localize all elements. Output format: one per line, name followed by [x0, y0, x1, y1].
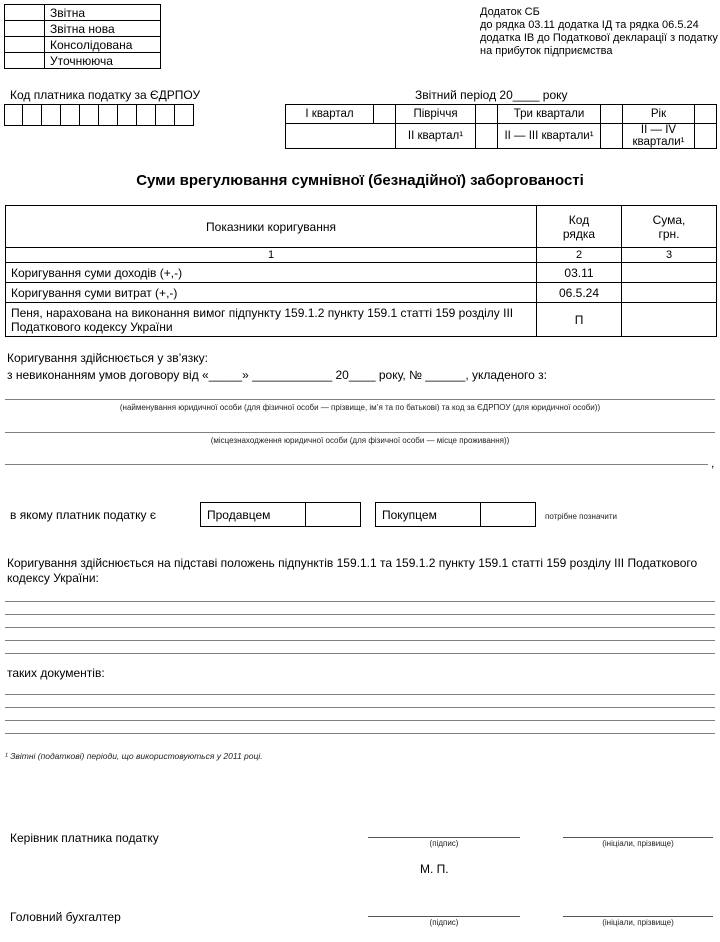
blank-writein-line[interactable] — [5, 721, 715, 734]
period-table — [285, 104, 717, 149]
signature-caption: (підпис) — [429, 918, 459, 927]
appendix-note-line: Додаток СБ — [480, 6, 540, 18]
edrpou-cell[interactable] — [175, 104, 194, 126]
report-type-label-utochnyuyucha: Уточнююча — [45, 53, 161, 69]
column-number: 3 — [622, 248, 717, 263]
seller-checkbox[interactable] — [306, 503, 361, 527]
report-type-table — [4, 4, 161, 69]
counterparty-name-line[interactable] — [5, 387, 715, 400]
table-row — [201, 503, 361, 527]
period-label: Звітний період 20____ року — [415, 88, 568, 102]
indicator-expense-adjustment: Коригування суми витрат (+,-) — [6, 283, 537, 303]
table-header-row — [6, 206, 717, 248]
blank-writein-line[interactable] — [5, 682, 715, 695]
table-row — [286, 105, 717, 124]
edrpou-cell[interactable] — [137, 104, 156, 126]
sum-field-penalty[interactable] — [622, 303, 717, 337]
report-type-checkbox-zvitna[interactable] — [5, 5, 45, 21]
edrpou-cell[interactable] — [99, 104, 118, 126]
contract-line: з невиконанням умов договору від «_____» ____________ 20____ року, № ______, укладеного з: — [7, 368, 547, 382]
blank-writein-line[interactable] — [5, 628, 715, 641]
period-checkbox-q2-q4[interactable] — [695, 124, 717, 149]
indicator-penalty: Пеня, нарахована на виконання вимог підпункту 159.1.2 пункту 159.1 статті 159 розділу ІІІ Податкового кодексу України — [6, 303, 537, 337]
counterparty-name-caption: (найменування юридичної особи (для фізичної особи — прізвище, ім’я та по батькові) та код за ЄДРПОУ (для юридичної особи)) — [119, 403, 601, 412]
blank-writein-line[interactable] — [5, 615, 715, 628]
name-caption: (ініціали, прізвище) — [602, 918, 674, 927]
director-signature-slot — [368, 826, 520, 848]
period-checkbox-year[interactable] — [695, 105, 717, 124]
seller-box — [200, 502, 361, 527]
period-checkbox-q2-q3[interactable] — [601, 124, 623, 149]
sum-field-income[interactable] — [622, 263, 717, 283]
report-type-label-konsolidovana: Консолідована — [45, 37, 161, 53]
period-label-q1: І квартал — [286, 105, 374, 124]
edrpou-cells — [4, 104, 194, 126]
period-checkbox-q1[interactable] — [374, 105, 396, 124]
table-row — [6, 263, 717, 283]
stamp-placeholder: М. П. — [420, 862, 449, 876]
table-row — [5, 53, 161, 69]
report-type-checkbox-konsolidovana[interactable] — [5, 37, 45, 53]
counterparty-address-line[interactable] — [5, 420, 715, 433]
accountant-name-line[interactable] — [563, 905, 713, 917]
edrpou-label: Код платника податку за ЄДРПОУ — [10, 88, 201, 102]
table-row — [5, 37, 161, 53]
column-header-code: Код рядка — [537, 206, 622, 248]
table-row — [5, 5, 161, 21]
extra-writein-line[interactable] — [5, 452, 708, 465]
buyer-checkbox[interactable] — [481, 503, 536, 527]
taxpayer-role-label: в якому платник податку є — [10, 508, 156, 522]
appendix-note-line: до рядка 03.11 додатка ІД та рядка 06.5.24 — [480, 19, 699, 31]
period-label-q2-q4: ІІ — ІV квартали¹ — [623, 124, 695, 149]
director-signature-line[interactable] — [368, 826, 520, 838]
blank-writein-line[interactable] — [5, 589, 715, 602]
row-code-06524: 06.5.24 — [537, 283, 622, 303]
column-number: 2 — [537, 248, 622, 263]
blank-writein-line[interactable] — [5, 602, 715, 615]
basis-text: Коригування здійснюється на підставі положень підпунктів 159.1.1 та 159.1.2 пункту 159.1 статті 159 розділу ІІІ Податкового кодексу України: — [7, 556, 698, 585]
adjustment-intro: Коригування здійснюється у зв’язку: — [7, 351, 208, 365]
blank-writein-line[interactable] — [5, 695, 715, 708]
counterparty-address-caption: (місцезнаходження юридичної особи (для фізичної особи — місце проживання)) — [210, 436, 510, 445]
role-note: потрібне позначити — [545, 512, 617, 521]
accountant-label: Головний бухгалтер — [10, 910, 121, 924]
report-type-label-zvitna: Звітна — [45, 5, 161, 21]
period-checkbox-q2[interactable] — [476, 124, 498, 149]
buyer-label: Покупцем — [376, 503, 481, 527]
sum-field-expense[interactable] — [622, 283, 717, 303]
blank-writein-line[interactable] — [5, 641, 715, 654]
documents-label: таких документів: — [7, 666, 105, 680]
period-label-3quarters: Три квартали — [498, 105, 601, 124]
report-type-checkbox-utochnyuyucha[interactable] — [5, 53, 45, 69]
period-label-q2-q3: ІІ — ІІІ квартали¹ — [498, 124, 601, 149]
period-checkbox-halfyear[interactable] — [476, 105, 498, 124]
column-number: 1 — [6, 248, 537, 263]
period-empty-cell — [286, 124, 396, 149]
table-row — [5, 21, 161, 37]
period-checkbox-3quarters[interactable] — [601, 105, 623, 124]
edrpou-cell[interactable] — [42, 104, 61, 126]
period-label-year: Рік — [623, 105, 695, 124]
indicator-income-adjustment: Коригування суми доходів (+,-) — [6, 263, 537, 283]
accountant-signature-line[interactable] — [368, 905, 520, 917]
accountant-name-slot — [563, 905, 713, 927]
name-caption: (ініціали, прізвище) — [602, 839, 674, 848]
buyer-box — [375, 502, 536, 527]
appendix-note-line: додатка ІВ до Податкової декларації з податку — [480, 32, 718, 44]
table-row — [6, 303, 717, 337]
edrpou-cell[interactable] — [156, 104, 175, 126]
column-header-sum: Сума, грн. — [622, 206, 717, 248]
table-row — [286, 124, 717, 149]
edrpou-cell[interactable] — [61, 104, 80, 126]
trailing-comma: , — [711, 456, 715, 470]
signature-caption: (підпис) — [429, 839, 459, 848]
appendix-note-line: на прибуток підприємства — [480, 45, 613, 57]
accountant-signature-slot — [368, 905, 520, 927]
row-code-p: П — [537, 303, 622, 337]
blank-writein-line[interactable] — [5, 708, 715, 721]
period-label-halfyear: Півріччя — [396, 105, 476, 124]
row-code-0311: 03.11 — [537, 263, 622, 283]
page-title: Суми врегулювання сумнівної (безнадійної) заборгованості — [136, 172, 584, 189]
period-label-q2: ІІ квартал¹ — [396, 124, 476, 149]
director-name-slot — [563, 826, 713, 848]
director-name-line[interactable] — [563, 826, 713, 838]
column-header-indicators: Показники коригування — [6, 206, 537, 248]
edrpou-cell[interactable] — [23, 104, 42, 126]
column-numbers-row — [6, 248, 717, 263]
table-row — [6, 283, 717, 303]
edrpou-cell[interactable] — [4, 104, 23, 126]
director-label: Керівник платника податку — [10, 831, 159, 845]
report-type-checkbox-zvitna-nova[interactable] — [5, 21, 45, 37]
seller-label: Продавцем — [201, 503, 306, 527]
edrpou-cell[interactable] — [80, 104, 99, 126]
table-row — [376, 503, 536, 527]
edrpou-cell[interactable] — [118, 104, 137, 126]
footnote: ¹ Звітні (податкові) періоди, що використовуються у 2011 році. — [5, 751, 263, 761]
adjustments-table — [5, 205, 717, 337]
appendix-note — [480, 6, 718, 58]
report-type-label-zvitna-nova: Звітна нова — [45, 21, 161, 37]
